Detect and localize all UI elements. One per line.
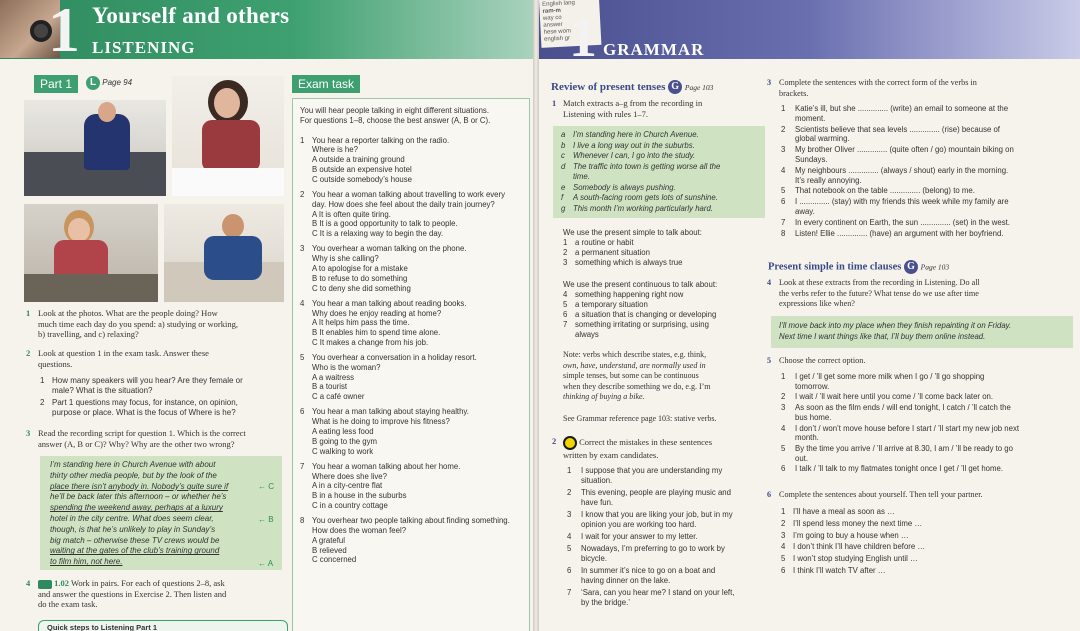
list-item: 2 I’ll spend less money the next time … xyxy=(781,518,923,528)
quick-steps-box: Quick steps to Listening Part 1 xyxy=(38,620,288,631)
list-item: 1 I’ll have a meal as soon as … xyxy=(781,507,895,516)
question-number: 3 xyxy=(300,244,305,254)
answer-option: B in a house in the suburbs xyxy=(312,491,407,501)
answer-option: B a tourist xyxy=(312,382,348,392)
list-item: 2 Part 1 questions may focus, for instance, on opinion, purpose or place. What is the focus of Where is he? xyxy=(40,398,238,417)
extract-item xyxy=(561,193,763,204)
list-item: always xyxy=(575,330,599,339)
listening-page xyxy=(0,0,533,631)
extract-item xyxy=(561,204,763,215)
question-stem: What is he doing to improve his fitness? xyxy=(312,417,450,427)
extract-item xyxy=(561,130,763,141)
extract-letter: f xyxy=(561,193,564,202)
list-item: 5 By the time you arrive / ’ll arrive at 8.30, I am / ’ll be ready to go out. xyxy=(781,443,1013,463)
question-stem: Why does he enjoy reading at home? xyxy=(312,308,442,318)
question-list xyxy=(300,136,528,566)
options-list xyxy=(781,372,1075,475)
question-stem: Where is he? xyxy=(312,145,358,155)
extracts-list xyxy=(561,130,763,214)
list-item: 6 I talk / ’ll talk to my flatmates tonight once I get / ’ll get home. xyxy=(781,464,1004,474)
photo-mechanic xyxy=(24,100,166,196)
question-number: 2 xyxy=(300,189,305,199)
exam-question xyxy=(300,516,528,565)
review-heading: Review of present tenses G Page 103 xyxy=(551,81,714,93)
extract-letter: c xyxy=(561,151,565,160)
extract-item xyxy=(561,151,763,162)
list-item: 1 I get / ’ll get some more milk when I go / ’ll go shopping tomorrow. xyxy=(781,372,985,391)
photo-car-woman xyxy=(24,204,158,302)
listening-icon: L xyxy=(86,76,100,90)
extract-text: I’m standing here in Church Avenue. xyxy=(573,130,699,139)
question-stem: You overhear a conversation in a holiday resort. xyxy=(312,353,477,363)
answer-option: A outside a training ground xyxy=(312,155,405,165)
list-item: 8 Listen! Ellie .............. (have) an argument with her boyfriend. xyxy=(781,228,1004,238)
answer-option: B going to the gym xyxy=(312,436,378,446)
grammar-icon: G xyxy=(904,260,918,274)
answer-option: B It enables him to spend time alone. xyxy=(312,328,441,338)
grammar-exercise-6: 6 Complete the sentences about yourself. Then tell your partner. xyxy=(767,490,983,499)
part-ref xyxy=(86,76,132,90)
exercise-2: 2 Look at question 1 in the exam task. Answer these questions. xyxy=(26,348,209,369)
grammar-exercise-5: 5 Choose the correct option. xyxy=(767,356,866,365)
exam-task-tag: Exam task xyxy=(292,75,360,93)
stative-note: Note: verbs which describe states, e.g. think, own, have, understand, are normally used in simple tenses, but some can be continuous when they describe something we do, e.g. I’m thinking of buying a bike. xyxy=(563,350,711,402)
exercise-3: 3 Read the recording script for question 1. Which is the correct answer (A, B or C)? Why? Why are the other two wrong? xyxy=(26,428,246,449)
audio-icon xyxy=(38,580,52,589)
grammar-exercise-3: 3 Complete the sentences with the correct form of the verbs in brackets. xyxy=(767,78,977,98)
question-stem: Who is the woman? xyxy=(312,362,381,372)
exam-question xyxy=(300,190,528,239)
list-item: 1 a routine or habit xyxy=(563,238,634,247)
list-item: 5 a temporary situation xyxy=(563,300,648,309)
list-item: 4 I don’t think I’ll have children before … xyxy=(781,542,926,552)
list-item: 7 In every continent on Earth, the sun .............. (set) in the west. xyxy=(781,217,1010,227)
section-title: LISTENING xyxy=(92,38,196,57)
extract-letter: d xyxy=(561,161,566,171)
extract-text: I live a long way out in the suburbs. xyxy=(573,140,695,150)
exam-question xyxy=(300,353,528,402)
answer-option: C outside somebody’s house xyxy=(312,174,412,184)
grammar-exercise-1: 1 Match extracts a–g from the recording in Listening with rules 1–7. xyxy=(552,98,703,119)
extract-text: time. xyxy=(573,172,590,181)
list-item: 3 As soon as the film ends / will end tonight, I catch / ’ll catch the bus home. xyxy=(781,403,1011,422)
script-marker-a: ← A xyxy=(258,559,274,568)
grammar-reference: See Grammar reference page 103: stative verbs. xyxy=(563,414,717,423)
list-item: 3 something which is always true xyxy=(563,258,683,267)
extract-letter: e xyxy=(561,182,566,192)
list-item: 6 a situation that is changing or developing xyxy=(563,310,717,319)
question-stem: You hear a woman talking about travelling to work every xyxy=(312,189,506,199)
exercise-1: 1 Look at the photos. What are the people doing? How much time each day do you spend: a) studying or working, b) travelling, and c) relaxing? xyxy=(26,308,238,339)
answer-option: C It is a relaxing way to begin the day. xyxy=(312,229,444,239)
answer-option: A in a city-centre flat xyxy=(312,481,383,491)
extract-text: The traffic into town is getting worse all the xyxy=(573,161,721,171)
list-item: 3 My brother Oliver .............. (quite often / go) mountain biking on Sundays. xyxy=(781,145,1014,164)
answer-option: A It helps him pass the time. xyxy=(312,318,410,328)
list-item: 1 I suppose that you are understanding my situation. xyxy=(567,466,723,485)
part-label: Part 1 xyxy=(40,77,73,91)
track-number: 1.02 xyxy=(54,578,69,588)
extract-item xyxy=(561,172,763,183)
answer-option: C to deny she did something xyxy=(312,283,411,293)
question-number: 6 xyxy=(300,407,305,417)
listening-banner xyxy=(0,0,533,65)
recording-script: I’m standing here in Church Avenue with about thirty other media people, but by the look of the place there isn’t anybody in. Nobody’s quite sure if he’ll be back later this afternoon – or whether he’s spending the weekend away, perhaps at a luxury hotel in the city centre. What does seem clear, though, is that he’s unlikely to play in Sunday’s big match – otherwise these TV crews would be waiting at the gates of the club’s training ground to film him, not here. xyxy=(50,460,229,567)
list-item: 2 Scientists believe that sea levels .............. (rise) because of global warming. xyxy=(781,124,1000,144)
part-page: Page 94 xyxy=(102,78,133,88)
list-item: 2 a permanent situation xyxy=(563,248,650,257)
exercise-4: 4 1.02 Work in pairs. For each of questions 2–8, ask and answer the questions in Exercise 2. Then listen and do the exam task. xyxy=(26,578,227,610)
answer-option: B relieved xyxy=(312,545,347,555)
question-number: 8 xyxy=(300,516,305,526)
answer-option: C It makes a change from his job. xyxy=(312,337,429,347)
answer-option: A to apologise for a mistake xyxy=(312,263,408,273)
list-item: 4 I wait for your answer to my letter. xyxy=(567,532,698,541)
list-item: 2 This evening, people are playing music and have fun. xyxy=(567,488,731,507)
grammar-exercise-2: 2 Correct the mistakes in these sentences written by exam candidates. xyxy=(552,436,713,460)
list-item: 6 In summer it’s nice to go on a boat and having dinner on the lake. xyxy=(567,566,716,585)
question-stem: Where does she live? xyxy=(312,471,387,481)
exam-question xyxy=(300,244,528,293)
unit-title: Yourself and others xyxy=(92,3,290,28)
exam-question xyxy=(300,136,528,185)
list-item: 4 something happening right now xyxy=(563,290,684,299)
simple-rules: We use the present simple to talk about: 1 a routine or habit 2 a permanent situation 3 something which is always true xyxy=(563,228,765,268)
extract-text: A south-facing room gets lots of sunshine. xyxy=(573,193,718,202)
extract-letter: a xyxy=(561,130,566,139)
answer-option: A It is often quite tiring. xyxy=(312,209,391,219)
answer-option: C concerned xyxy=(312,555,357,565)
question-number: 1 xyxy=(300,135,305,145)
script-marker-b: ← B xyxy=(258,515,274,524)
extract-text: This month I’m working particularly hard. xyxy=(573,203,713,213)
extract-text: Somebody is always pushing. xyxy=(573,182,676,192)
answer-option: A a waitress xyxy=(312,372,355,382)
extract-item xyxy=(561,141,763,152)
sentence-starters-list xyxy=(781,506,1075,577)
grammar-page xyxy=(539,0,1080,631)
list-item: 4 I don’t / won’t move house before I start / ’ll start my new job next month. xyxy=(781,423,1020,443)
list-item: 6 I .............. (stay) with my friends this week while my family are away. xyxy=(781,197,1009,216)
time-clauses-heading: Present simple in time clauses G Page 103 xyxy=(768,261,950,273)
list-item: 2 I wait / ’ll wait here until you come / ’ll come back later on. xyxy=(781,392,994,402)
extract-item xyxy=(561,183,763,194)
extract-text: Whenever I can, I go into the study. xyxy=(573,151,696,160)
list-item: 5 That notebook on the table .............. (belong) to me. xyxy=(781,186,975,196)
grammar-exercise-4: 4 Look at these extracts from the recording in Listening. Do all the verbs refer to the future? What tense do we use after time expressions like when? xyxy=(767,278,980,308)
list-item: 7 something irritating or surprising, using xyxy=(563,320,709,329)
exam-question xyxy=(300,407,528,456)
question-stem: day. How does she feel about the daily train journey? xyxy=(312,199,495,209)
dictionary-clipping: English lang ram-m way co answer hese wom english gr xyxy=(539,0,601,48)
answer-option: B outside an expensive hotel xyxy=(312,164,412,174)
list-item: 4 My neighbours .............. (always / shout) early in the morning. It’s really annoying. xyxy=(781,165,1009,185)
script-marker-c: ← C xyxy=(258,482,274,491)
simple-rule-list xyxy=(563,238,765,268)
question-number: 5 xyxy=(300,353,305,363)
list-item: 7 ‘Sara, can you hear me? I stand on your left, by the bridge.’ xyxy=(567,588,735,607)
unit-number: 1 xyxy=(569,7,597,69)
answer-option: C in a country cottage xyxy=(312,501,388,511)
answer-option: C walking to work xyxy=(312,446,374,456)
question-stem: Why is she calling? xyxy=(312,254,379,264)
mistakes-list xyxy=(567,466,779,610)
exam-question xyxy=(300,462,528,511)
exam-task-content xyxy=(300,106,528,571)
extract-item xyxy=(561,162,763,173)
continuous-rule-list xyxy=(563,290,765,340)
question-number: 7 xyxy=(300,461,305,471)
continuous-rules: We use the present continuous to talk about: 4 something happening right now 5 a temporary situation 6 a situation that is changing or developing 7 something irritating or surprising, using always xyxy=(563,280,765,340)
answer-option: B It is a good opportunity to talk to people. xyxy=(312,219,458,229)
extract-letter: b xyxy=(561,140,566,150)
question-stem: You hear a reporter talking on the radio. xyxy=(312,135,450,145)
list-item: 3 I know that you are liking your job, but in my opinion you are working too hard. xyxy=(567,510,733,529)
exercise-2-items xyxy=(40,376,290,418)
list-item: 5 I won’t stop studying English until … xyxy=(781,554,918,564)
answer-option: C a café owner xyxy=(312,392,365,402)
unit-number: 1 xyxy=(48,0,80,65)
exam-intro: You will hear people talking in eight different situations. For questions 1–8, choose the best answer (A, B or C). xyxy=(300,106,491,125)
answer-option: A eating less food xyxy=(312,427,374,437)
answer-option: B to refuse to do something xyxy=(312,273,408,283)
grammar-banner xyxy=(539,0,1080,69)
part-tag xyxy=(34,75,78,93)
question-stem: You hear a man talking about staying healthy. xyxy=(312,407,469,417)
question-stem: You hear a woman talking about her home. xyxy=(312,461,461,471)
question-stem: You overhear two people talking about finding something. xyxy=(312,516,510,526)
question-number: 4 xyxy=(300,298,305,308)
question-stem: How does the woman feel? xyxy=(312,526,407,536)
list-item: 3 I’m going to buy a house when … xyxy=(781,530,909,540)
time-clauses-extracts: I’ll move back into my place when they finish repainting it on Friday. Next time I want things like that, I’ll buy them online instead. xyxy=(779,321,1012,341)
extract-letter: g xyxy=(561,203,566,213)
question-stem: You hear a man talking about reading books. xyxy=(312,298,467,308)
question-stem: You overhear a woman talking on the phone. xyxy=(312,244,467,254)
list-item: 1 How many speakers will you hear? Are they female or male? What is the situation? xyxy=(40,376,243,395)
verb-forms-list xyxy=(781,104,1075,239)
exam-candidates-icon xyxy=(563,436,577,450)
list-item: 5 Nowadays, I’m preferring to go to work by bicycle. xyxy=(567,544,725,563)
answer-option: A grateful xyxy=(312,535,345,545)
photo-sofa-man xyxy=(164,204,284,302)
photo-studying-woman xyxy=(172,76,284,196)
list-item: 1 Katie’s ill, but she .............. (write) an email to someone at the moment. xyxy=(781,104,1009,123)
grammar-icon: G xyxy=(668,80,682,94)
list-item: 6 I think I’ll watch TV after … xyxy=(781,565,886,575)
exam-question xyxy=(300,299,528,348)
section-title: GRAMMAR xyxy=(603,40,705,59)
